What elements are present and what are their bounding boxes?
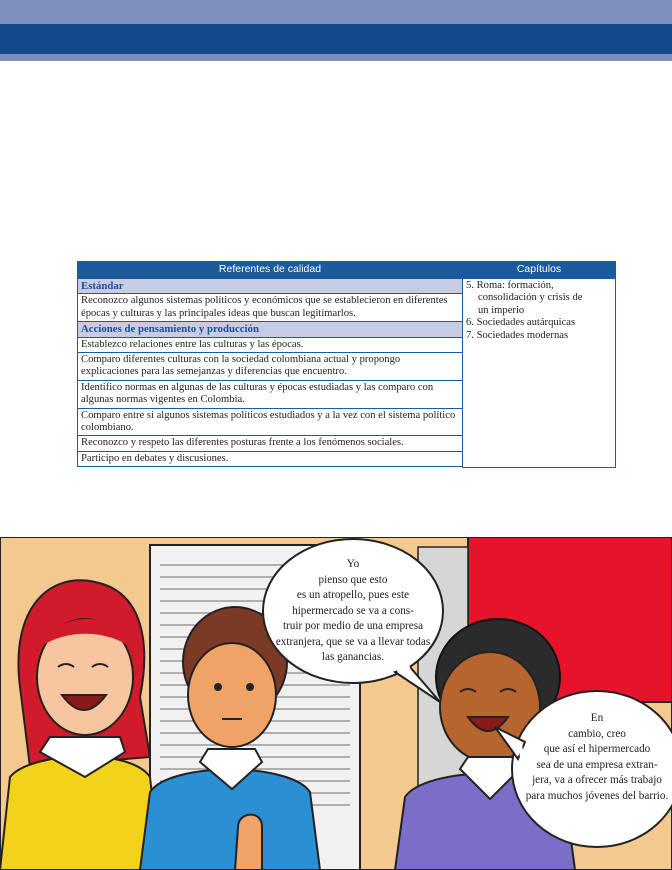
header-capitulos: Capítulos [463, 262, 616, 279]
top-band-light [0, 0, 672, 24]
action-row: Comparo entre si algunos sistemas políticos estudiados y a la vez con el sistema político colombiano. [78, 408, 463, 436]
action-row: Identifico normas en algunas de las culturas y épocas estudiadas y las comparo con algunas normas vigentes en Colombia. [78, 380, 463, 408]
speech-bubble-2: En cambio, creo que así el hipermercado sea de una empresa extran- jera, va a ofrecer más trabajo para muchos jóvenes del barrio. [525, 712, 669, 802]
action-row: Establezco relaciones entre las culturas y las épocas. [78, 337, 463, 352]
standard-text: Reconozco algunos sistemas políticos y económicos que se establecieron en diferentes épocas y culturas y las principales ideas que buscan legitimarlos. [78, 294, 463, 322]
comic-illustration [0, 537, 672, 870]
chapter-item: 7. Sociedades modernas [466, 329, 569, 341]
chapter-item: 5. Roma: formación, consolidación y crisis de un imperio [466, 280, 583, 316]
action-row: Comparo diferentes culturas con la sociedad colombiana actual y propongo explicaciones para las semejanzas y diferencias que encuentro. [78, 353, 463, 381]
top-band-dark [0, 24, 672, 54]
header-referentes: Referentes de calidad [78, 262, 463, 279]
speech-bubble-1: Yo pienso que esto es un atropello, pues este hipermercado se va a cons- truir por medio de una empresa extranjera, que se va a llevar todas las ganancias. [275, 558, 431, 663]
actions-label: Acciones de pensamiento y producción [78, 322, 463, 337]
action-row: Participo en debates y discusiones. [78, 451, 463, 466]
chapters-cell [463, 279, 616, 468]
quality-references-table [77, 261, 616, 468]
chapter-item: 6. Sociedades autárquicas [466, 317, 576, 329]
standard-label: Estándar [78, 279, 463, 294]
table-header-row [78, 262, 616, 279]
top-band-thin [0, 54, 672, 61]
action-row: Reconozco y respeto las diferentes posturas frente a los fenómenos sociales. [78, 436, 463, 451]
